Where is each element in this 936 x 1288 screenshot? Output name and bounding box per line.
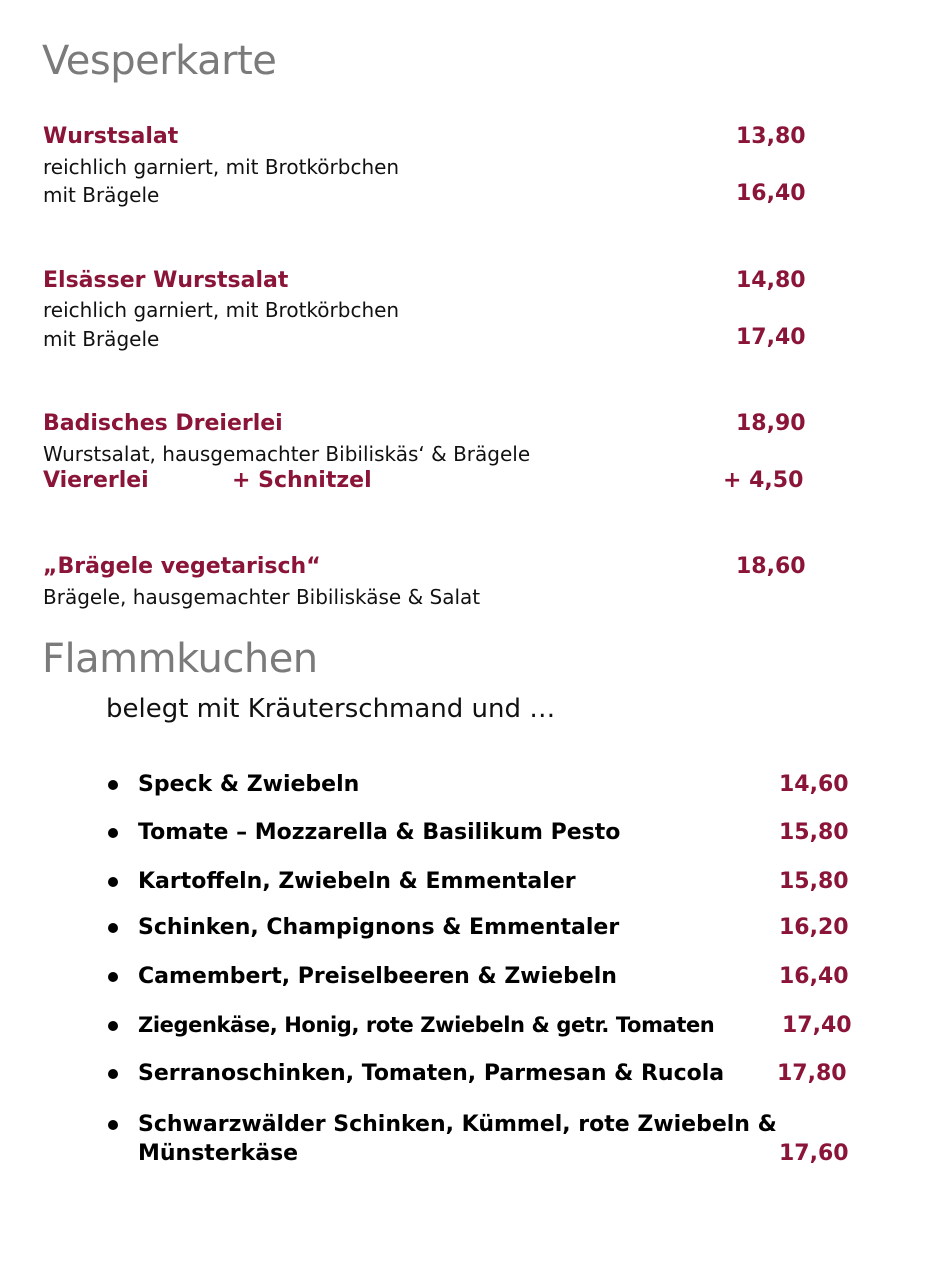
flamm-item-name: Ziegenkäse, Honig, rote Zwiebeln & getr. Tomaten (138, 1013, 715, 1037)
vesper-item-extra-mid: + Schnitzel (232, 468, 372, 493)
vesper-item-desc: reichlich garniert, mit Brotkörbchen (43, 298, 400, 322)
flamm-item-price: 17,40 (782, 1013, 852, 1038)
flamm-item-name-line2: Münsterkäse (138, 1141, 299, 1166)
vesper-title: Vesperkarte (42, 38, 277, 84)
flamm-item-name: Serranoschinken, Tomaten, Parmesan & Rucola (138, 1061, 725, 1086)
bullet-icon (108, 923, 118, 933)
vesper-item-extra-price: 17,40 (736, 325, 806, 350)
vesper-item-desc: Wurstsalat, hausgemachter Bibiliskäs‘ & Brägele (43, 442, 531, 466)
bullet-icon (108, 972, 118, 982)
bullet-icon (108, 780, 118, 790)
flamm-subtitle: belegt mit Kräuterschmand und … (106, 694, 556, 724)
flamm-item-price: 14,60 (779, 772, 849, 797)
flamm-item-price: 16,20 (779, 915, 849, 940)
vesper-item-name: Badisches Dreierlei (43, 411, 283, 436)
bullet-icon (108, 1069, 118, 1079)
vesper-item-extra-price: + 4,50 (723, 468, 804, 493)
vesper-item-price: 18,90 (736, 411, 806, 436)
flamm-item-name: Schinken, Champignons & Emmentaler (138, 915, 620, 940)
vesper-item-extra-label: mit Brägele (43, 183, 160, 207)
vesper-item-name: Elsässer Wurstsalat (43, 268, 289, 293)
flamm-item-name: Tomate – Mozzarella & Basilikum Pesto (138, 820, 621, 845)
flamm-item-name: Camembert, Preiselbeeren & Zwiebeln (138, 964, 617, 989)
vesper-item-extra-label: Viererlei (43, 468, 149, 493)
bullet-icon (108, 877, 118, 887)
flamm-item-name: Schwarzwälder Schinken, Kümmel, rote Zwiebeln & (138, 1112, 777, 1137)
flamm-item-name: Speck & Zwiebeln (138, 772, 360, 797)
bullet-icon (108, 1021, 118, 1031)
flamm-item-price: 15,80 (779, 869, 849, 894)
flamm-title: Flammkuchen (42, 636, 318, 682)
vesper-item-extra-price: 16,40 (736, 181, 806, 206)
flamm-item-price: 15,80 (779, 820, 849, 845)
vesper-item-price: 14,80 (736, 268, 806, 293)
bullet-icon (108, 1120, 118, 1130)
vesper-item-extra-label: mit Brägele (43, 327, 160, 351)
flamm-item-name: Kartoffeln, Zwiebeln & Emmentaler (138, 869, 576, 894)
flamm-item-price: 16,40 (779, 964, 849, 989)
vesper-item-price: 18,60 (736, 554, 806, 579)
flamm-item-price: 17,80 (777, 1061, 847, 1086)
vesper-item-price: 13,80 (736, 124, 806, 149)
vesper-item-name: „Brägele vegetarisch“ (43, 554, 321, 579)
flamm-item-price: 17,60 (779, 1141, 849, 1166)
bullet-icon (108, 828, 118, 838)
vesper-item-desc: reichlich garniert, mit Brotkörbchen (43, 155, 400, 179)
vesper-item-desc: Brägele, hausgemachter Bibiliskäse & Salat (43, 585, 481, 609)
vesper-item-name: Wurstsalat (43, 124, 179, 149)
